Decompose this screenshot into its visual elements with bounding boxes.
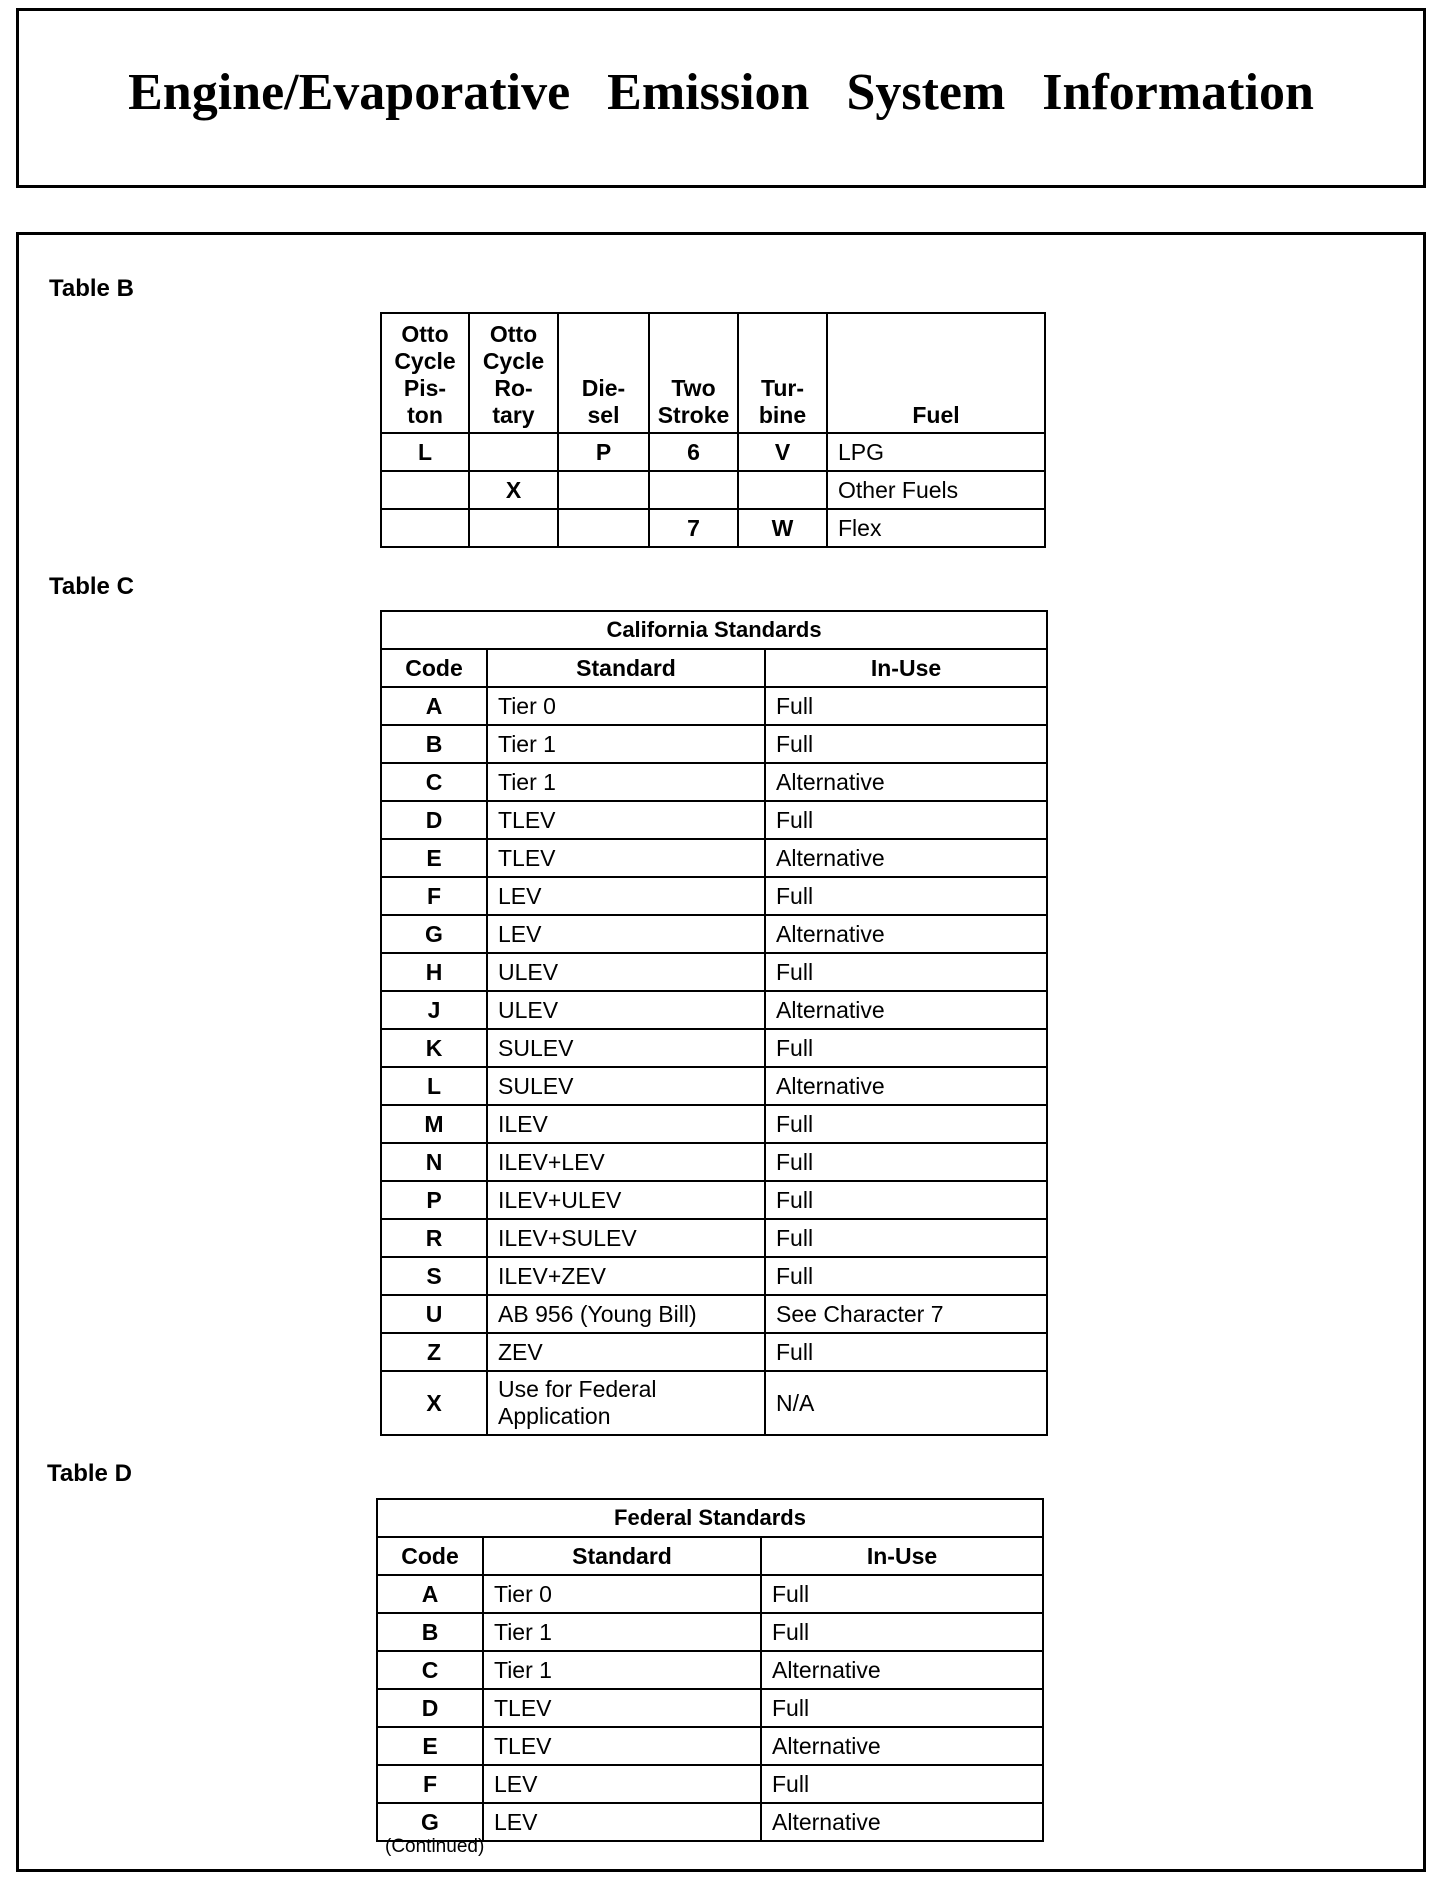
table-c-cell: Full xyxy=(765,1181,1047,1219)
table-row xyxy=(381,839,1047,877)
table-row xyxy=(381,953,1047,991)
content-box xyxy=(16,232,1426,1872)
table-d-cell: TLEV xyxy=(483,1727,761,1765)
table-b-cell xyxy=(649,471,738,509)
table-b-header-row xyxy=(381,313,1045,433)
table-c-cell: M xyxy=(381,1105,487,1143)
table-d-cell: TLEV xyxy=(483,1689,761,1727)
table-b-cell xyxy=(558,509,649,547)
table-c-caption: California Standards xyxy=(381,611,1047,649)
table-c-cell: H xyxy=(381,953,487,991)
table-row xyxy=(381,763,1047,801)
table-c-cell: L xyxy=(381,1067,487,1105)
table-d-cell: C xyxy=(377,1651,483,1689)
table-d-cell: A xyxy=(377,1575,483,1613)
table-row xyxy=(381,1181,1047,1219)
table-b-cell xyxy=(381,471,469,509)
table-c-cell: ILEV xyxy=(487,1105,765,1143)
table-c-cell: Z xyxy=(381,1333,487,1371)
table-c-cell: Alternative xyxy=(765,1067,1047,1105)
table-b-cell: P xyxy=(558,433,649,471)
table-d-cell: B xyxy=(377,1613,483,1651)
table-d-header-standard: Standard xyxy=(483,1537,761,1575)
table-b-header-turbine: Tur- bine xyxy=(738,313,827,433)
table-b-label: Table B xyxy=(49,275,134,302)
table-b-header-otto-rotary: Otto Cycle Ro- tary xyxy=(469,313,558,433)
table-d-header-in-use: In-Use xyxy=(761,1537,1043,1575)
table-row xyxy=(377,1613,1043,1651)
table-c-cell: ULEV xyxy=(487,991,765,1029)
table-c-cell: Alternative xyxy=(765,763,1047,801)
table-d-header-code: Code xyxy=(377,1537,483,1575)
table-row xyxy=(381,471,1045,509)
table-d-cell: D xyxy=(377,1689,483,1727)
table-d-cell: Tier 0 xyxy=(483,1575,761,1613)
table-row xyxy=(377,1689,1043,1727)
table-c-label: Table C xyxy=(49,573,134,600)
table-c-cell: Alternative xyxy=(765,915,1047,953)
table-c-cell: SULEV xyxy=(487,1067,765,1105)
table-c-cell: D xyxy=(381,801,487,839)
table-c-cell: LEV xyxy=(487,877,765,915)
table-c-cell: X xyxy=(381,1371,487,1435)
table-b-header-otto-piston: Otto Cycle Pis- ton xyxy=(381,313,469,433)
table-c-header-in-use: In-Use xyxy=(765,649,1047,687)
table-c-cell: N/A xyxy=(765,1371,1047,1435)
table-row xyxy=(381,801,1047,839)
table-c-cell: ZEV xyxy=(487,1333,765,1371)
table-d-cell: G xyxy=(377,1803,483,1841)
table-row xyxy=(381,1333,1047,1371)
table-row xyxy=(377,1727,1043,1765)
table-c-cell: R xyxy=(381,1219,487,1257)
table-c-cell: Full xyxy=(765,953,1047,991)
continued-note: (Continued) xyxy=(385,1836,485,1857)
table-b-header-fuel: Fuel xyxy=(827,313,1045,433)
table-row xyxy=(381,1295,1047,1333)
table-c-cell: E xyxy=(381,839,487,877)
table-b-header-diesel: Die- sel xyxy=(558,313,649,433)
table-c-cell: U xyxy=(381,1295,487,1333)
table-d-cell: Full xyxy=(761,1613,1043,1651)
table-row xyxy=(381,1219,1047,1257)
table-row xyxy=(381,1257,1047,1295)
table-row xyxy=(377,1575,1043,1613)
table-d-label: Table D xyxy=(47,1460,132,1487)
table-row xyxy=(381,1143,1047,1181)
table-c-header-standard: Standard xyxy=(487,649,765,687)
table-c-cell: Full xyxy=(765,687,1047,725)
table-row xyxy=(381,915,1047,953)
table-c-cell: LEV xyxy=(487,915,765,953)
table-b-cell: V xyxy=(738,433,827,471)
table-c-cell: Full xyxy=(765,1257,1047,1295)
table-c-cell: Full xyxy=(765,1333,1047,1371)
table-c-cell: Full xyxy=(765,1143,1047,1181)
table-d-cell: E xyxy=(377,1727,483,1765)
table-c-cell: ULEV xyxy=(487,953,765,991)
table-b-cell xyxy=(738,471,827,509)
table-c-cell: Tier 1 xyxy=(487,725,765,763)
table-d-cell: Alternative xyxy=(761,1651,1043,1689)
table-d-caption: Federal Standards xyxy=(377,1499,1043,1537)
table-row xyxy=(381,877,1047,915)
table-b-cell: Flex xyxy=(827,509,1045,547)
table-b-cell: Other Fuels xyxy=(827,471,1045,509)
table-c-cell: K xyxy=(381,1029,487,1067)
table-d-cell: Alternative xyxy=(761,1727,1043,1765)
table-d-cell: Full xyxy=(761,1575,1043,1613)
table-c-header-code: Code xyxy=(381,649,487,687)
table-c-cell: Full xyxy=(765,1029,1047,1067)
table-c-cell: Alternative xyxy=(765,839,1047,877)
table-c-cell: C xyxy=(381,763,487,801)
table-c-cell: Use for Federal Application xyxy=(487,1371,765,1435)
table-row xyxy=(381,433,1045,471)
table-d-cell: LEV xyxy=(483,1803,761,1841)
table-c-cell: F xyxy=(381,877,487,915)
table-row xyxy=(381,1105,1047,1143)
table-c-cell: Full xyxy=(765,877,1047,915)
table-c-cell: N xyxy=(381,1143,487,1181)
table-c-cell: Tier 0 xyxy=(487,687,765,725)
table-d-cell: Tier 1 xyxy=(483,1651,761,1689)
table-row xyxy=(381,687,1047,725)
table-c-cell: Full xyxy=(765,801,1047,839)
table-c-cell: ILEV+SULEV xyxy=(487,1219,765,1257)
table-c-cell: G xyxy=(381,915,487,953)
table-c-header-row xyxy=(381,649,1047,687)
table-c xyxy=(380,610,1048,1436)
table-b-cell: 6 xyxy=(649,433,738,471)
table-b-cell xyxy=(558,471,649,509)
table-d-cell: Full xyxy=(761,1689,1043,1727)
table-c-cell: Full xyxy=(765,1219,1047,1257)
table-b-cell xyxy=(469,433,558,471)
table-c-cell: SULEV xyxy=(487,1029,765,1067)
table-c-cell: ILEV+LEV xyxy=(487,1143,765,1181)
table-c-cell: B xyxy=(381,725,487,763)
table-b-cell: X xyxy=(469,471,558,509)
table-d xyxy=(376,1498,1044,1842)
table-d-cell: LEV xyxy=(483,1765,761,1803)
table-row xyxy=(377,1765,1043,1803)
table-d-caption-row xyxy=(377,1499,1043,1537)
table-b-cell xyxy=(381,509,469,547)
table-row xyxy=(381,725,1047,763)
table-row xyxy=(381,1067,1047,1105)
table-c-cell: J xyxy=(381,991,487,1029)
table-c-cell: ILEV+ZEV xyxy=(487,1257,765,1295)
page-title: Engine/Evaporative Emission System Information xyxy=(128,63,1314,121)
table-c-cell: Full xyxy=(765,725,1047,763)
table-d-cell: Full xyxy=(761,1765,1043,1803)
table-c-cell: TLEV xyxy=(487,839,765,877)
table-b-cell: 7 xyxy=(649,509,738,547)
table-c-cell: Full xyxy=(765,1105,1047,1143)
table-b-cell: LPG xyxy=(827,433,1045,471)
table-c-cell: ILEV+ULEV xyxy=(487,1181,765,1219)
table-row xyxy=(381,509,1045,547)
table-c-caption-row xyxy=(381,611,1047,649)
table-c-cell: See Character 7 xyxy=(765,1295,1047,1333)
table-c-cell: S xyxy=(381,1257,487,1295)
table-row xyxy=(381,1029,1047,1067)
table-b-cell xyxy=(469,509,558,547)
table-b xyxy=(380,312,1046,548)
table-c-cell: Alternative xyxy=(765,991,1047,1029)
table-c-cell: TLEV xyxy=(487,801,765,839)
table-d-header-row xyxy=(377,1537,1043,1575)
table-c-cell: AB 956 (Young Bill) xyxy=(487,1295,765,1333)
table-c-cell: Tier 1 xyxy=(487,763,765,801)
table-c-cell: A xyxy=(381,687,487,725)
table-row xyxy=(381,1371,1047,1435)
table-d-cell: F xyxy=(377,1765,483,1803)
table-row xyxy=(381,991,1047,1029)
table-row xyxy=(377,1651,1043,1689)
table-b-cell: W xyxy=(738,509,827,547)
table-b-header-two-stroke: Two Stroke xyxy=(649,313,738,433)
table-d-cell: Alternative xyxy=(761,1803,1043,1841)
table-c-cell: P xyxy=(381,1181,487,1219)
title-box xyxy=(16,8,1426,188)
table-b-cell: L xyxy=(381,433,469,471)
table-d-cell: Tier 1 xyxy=(483,1613,761,1651)
